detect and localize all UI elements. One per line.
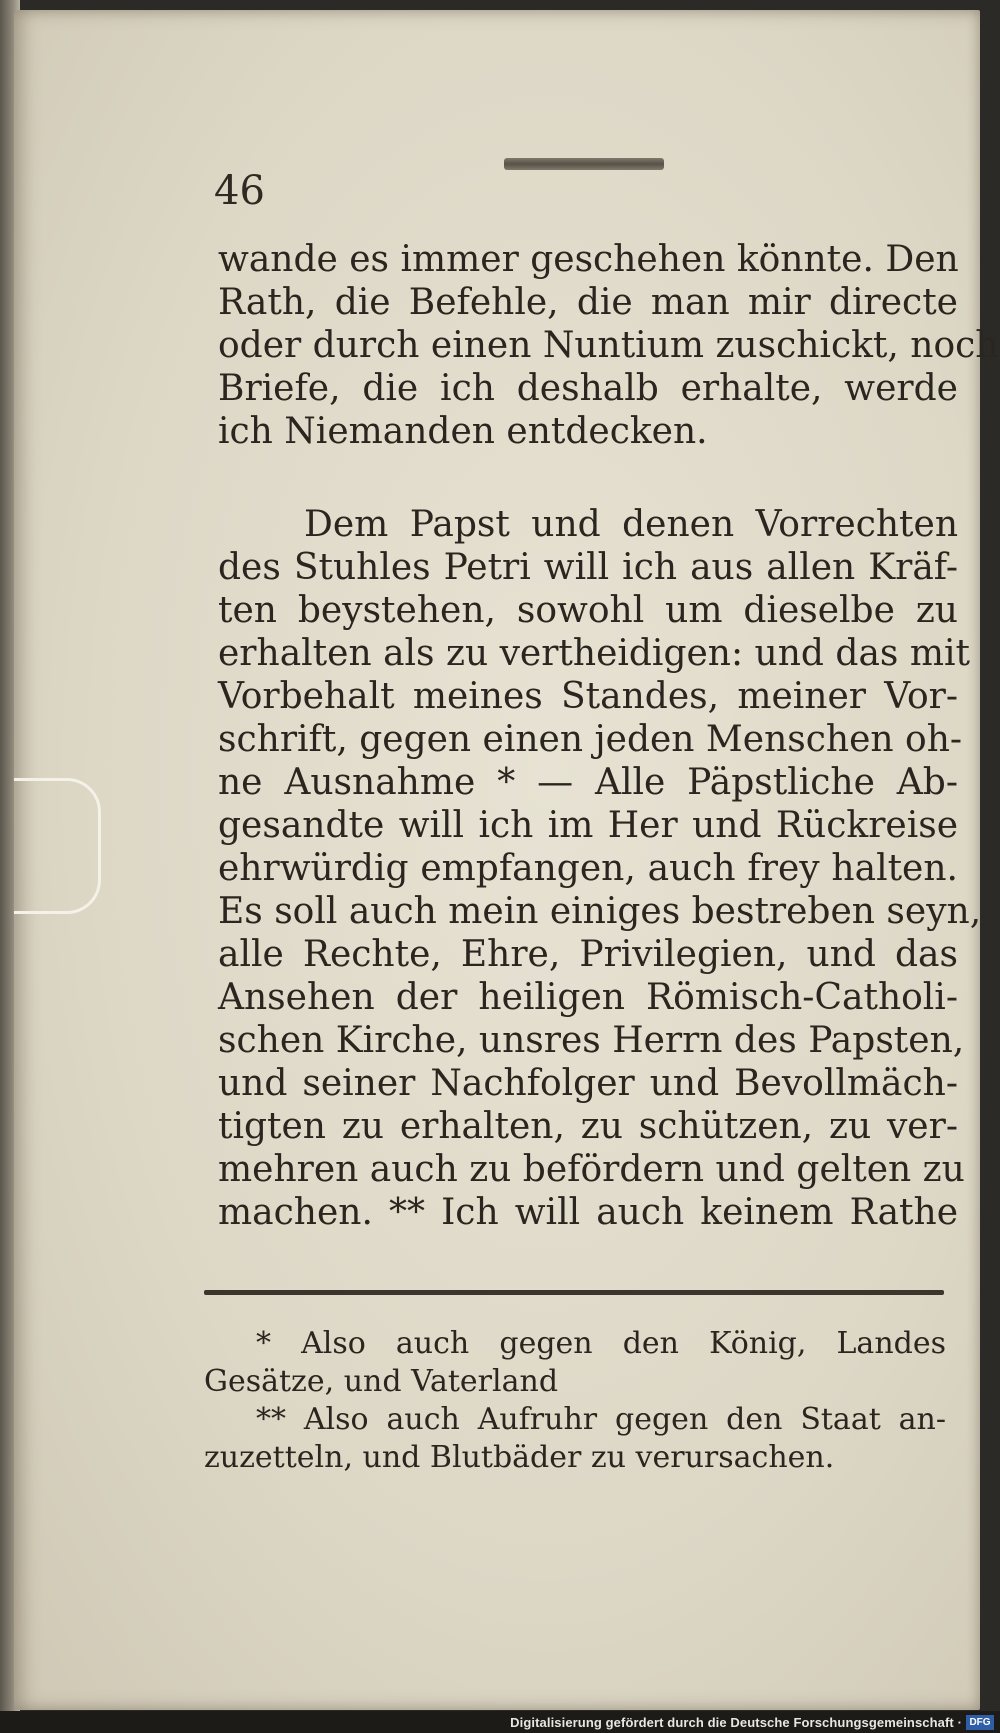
text-line: machen. ** Ich will auch keinem Rathe: [218, 1192, 958, 1233]
text-line: und seiner Nachfolger und Bevollmäch-: [218, 1063, 958, 1104]
text-line: ne Ausnahme * — Alle Päpstliche Ab-: [218, 762, 958, 803]
text-line: Rath, die Befehle, die man mir directe: [218, 282, 958, 323]
page-tab-mark: [14, 778, 101, 914]
text-line: gesandte will ich im Her und Rückreise: [218, 805, 958, 846]
paragraph-2: [218, 503, 982, 1234]
paragraph-1: [218, 238, 999, 453]
page-number: 46: [214, 168, 265, 214]
footnote-2-line: ** Also auch Aufruhr gegen den Staat an-: [256, 1402, 946, 1437]
footnote-1-line: * Also auch gegen den König, Landes: [256, 1326, 946, 1361]
text-line: Ansehen der heiligen Römisch-Catholi-: [218, 977, 958, 1018]
footnote-divider: [204, 1290, 944, 1295]
main-text: [218, 238, 999, 1234]
text-line: oder durch einen Nuntium zuschickt, noch: [218, 325, 999, 366]
text-line: Vorbehalt meines Standes, meiner Vor-: [218, 676, 958, 717]
text-line: Briefe, die ich deshalb erhalte, werde: [218, 368, 958, 409]
text-line: alle Rechte, Ehre, Privilegien, und das: [218, 934, 958, 975]
text-line: ehrwürdig empfangen, auch frey halten.: [218, 848, 958, 889]
text-line: tigten zu erhalten, zu schützen, zu ver-: [218, 1106, 958, 1147]
footnotes: [204, 1325, 946, 1477]
book-page: [14, 10, 999, 1710]
credit-bar: [0, 1711, 1000, 1733]
text-line: Es soll auch mein einiges bestreben seyn,: [218, 891, 982, 932]
header-ornament: [504, 158, 664, 170]
text-line: erhalten als zu vertheidigen: und das mit: [218, 633, 970, 674]
text-line: schrift, gegen einen jeden Menschen oh-: [218, 719, 963, 760]
text-line: des Stuhles Petri will ich aus allen Kräf-: [218, 547, 958, 588]
text-line: wande es immer geschehen könnte. Den: [218, 239, 959, 280]
footnote-1-line: Gesätze, und Vaterland: [204, 1364, 559, 1399]
funding-credit: Digitalisierung gefördert durch die Deutsche Forschungsgemeinschaft ·: [510, 1715, 962, 1730]
text-line: ich Niemanden entdecken.: [218, 411, 708, 452]
paragraph-gap: [218, 453, 958, 503]
text-line: schen Kirche, unsres Herrn des Papsten,: [218, 1020, 965, 1061]
footnote-2-line: zuzetteln, und Blutbäder zu verursachen.: [204, 1440, 835, 1475]
text-line: mehren auch zu befördern und gelten zu: [218, 1149, 965, 1190]
text-line: Dem Papst und denen Vorrechten: [304, 504, 958, 545]
text-line: ten beystehen, sowohl um dieselbe zu: [218, 590, 958, 631]
dfg-logo-icon: DFG: [966, 1715, 994, 1730]
